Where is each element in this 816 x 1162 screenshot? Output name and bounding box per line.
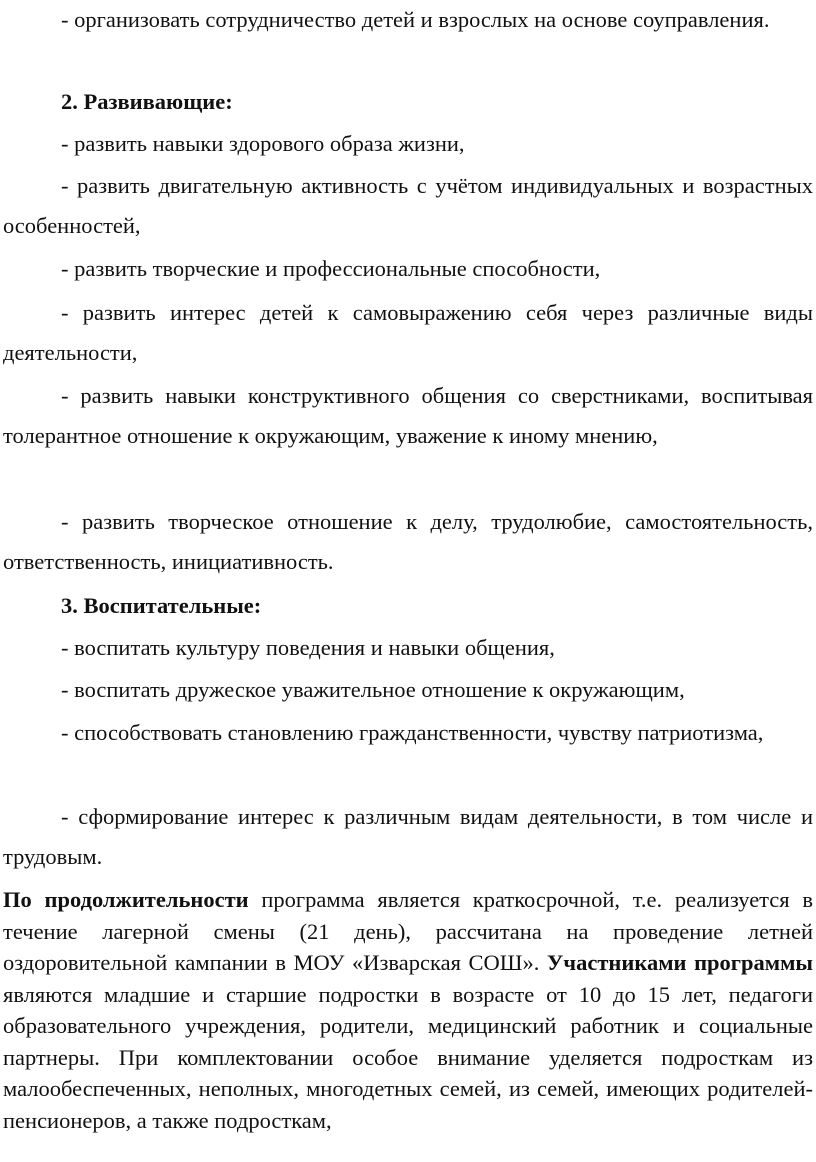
section-heading-educational: 3. Воспитательные: <box>61 593 262 618</box>
section-heading-developing: 2. Развивающие: <box>61 89 233 114</box>
goal-paragraph-interests: - сформирование интерес к различным видам деятельности, в том числе и трудовым. <box>3 804 813 869</box>
participants-text: являются младшие и старшие подростки в возрасте от 10 до 15 лет, педагоги образовательного учреждения, родители, медицинский работник и социальные партнеры. При комплектовании особое внимание уделяется подросткам из малообеспеченных, неполных, многодетных семей, из семей, имеющих родителей-пенсионеров, а также подросткам, <box>3 981 813 1133</box>
goal-paragraph-self-expression: - развить интерес детей к самовыражению себя через различные виды деятельности, <box>3 300 813 365</box>
goal-paragraph-respect: - воспитать дружеское уважительное отношение к окружающим, <box>61 677 685 702</box>
goal-paragraph-communication: - развить навыки конструктивного общения со сверстниками, воспитывая толерантное отношение к окружающим, уважение к иному мнению, <box>3 383 813 448</box>
participants-label: Участниками программы <box>546 950 813 975</box>
goal-paragraph-citizenship: - способствовать становлению гражданственности, чувству патриотизма, <box>61 720 764 745</box>
goal-paragraph-behavior-culture: - воспитать культуру поведения и навыки общения, <box>61 635 555 660</box>
goal-paragraph-cooperation: - организовать сотрудничество детей и взрослых на основе соуправления. <box>61 7 770 32</box>
duration-label: По продолжительности <box>3 887 249 912</box>
goal-paragraph-motor-activity: - развить двигательную активность с учётом индивидуальных и возрастных особенностей, <box>3 173 813 238</box>
program-description-paragraph <box>3 884 813 1136</box>
goal-paragraph-creative-abilities: - развить творческие и профессиональные способности, <box>61 256 601 281</box>
duration-text: программа является краткосрочной, т.е. реализуется в течение лагерной смены (21 день), рассчитана на проведение летней оздоровительной кампании в МОУ «Изварская СОШ». <box>3 887 813 975</box>
goal-paragraph-creative-attitude: - развить творческое отношение к делу, трудолюбие, самостоятельность, ответственность, инициативность. <box>3 509 813 574</box>
goal-paragraph-healthy-lifestyle: - развить навыки здорового образа жизни, <box>61 131 465 156</box>
